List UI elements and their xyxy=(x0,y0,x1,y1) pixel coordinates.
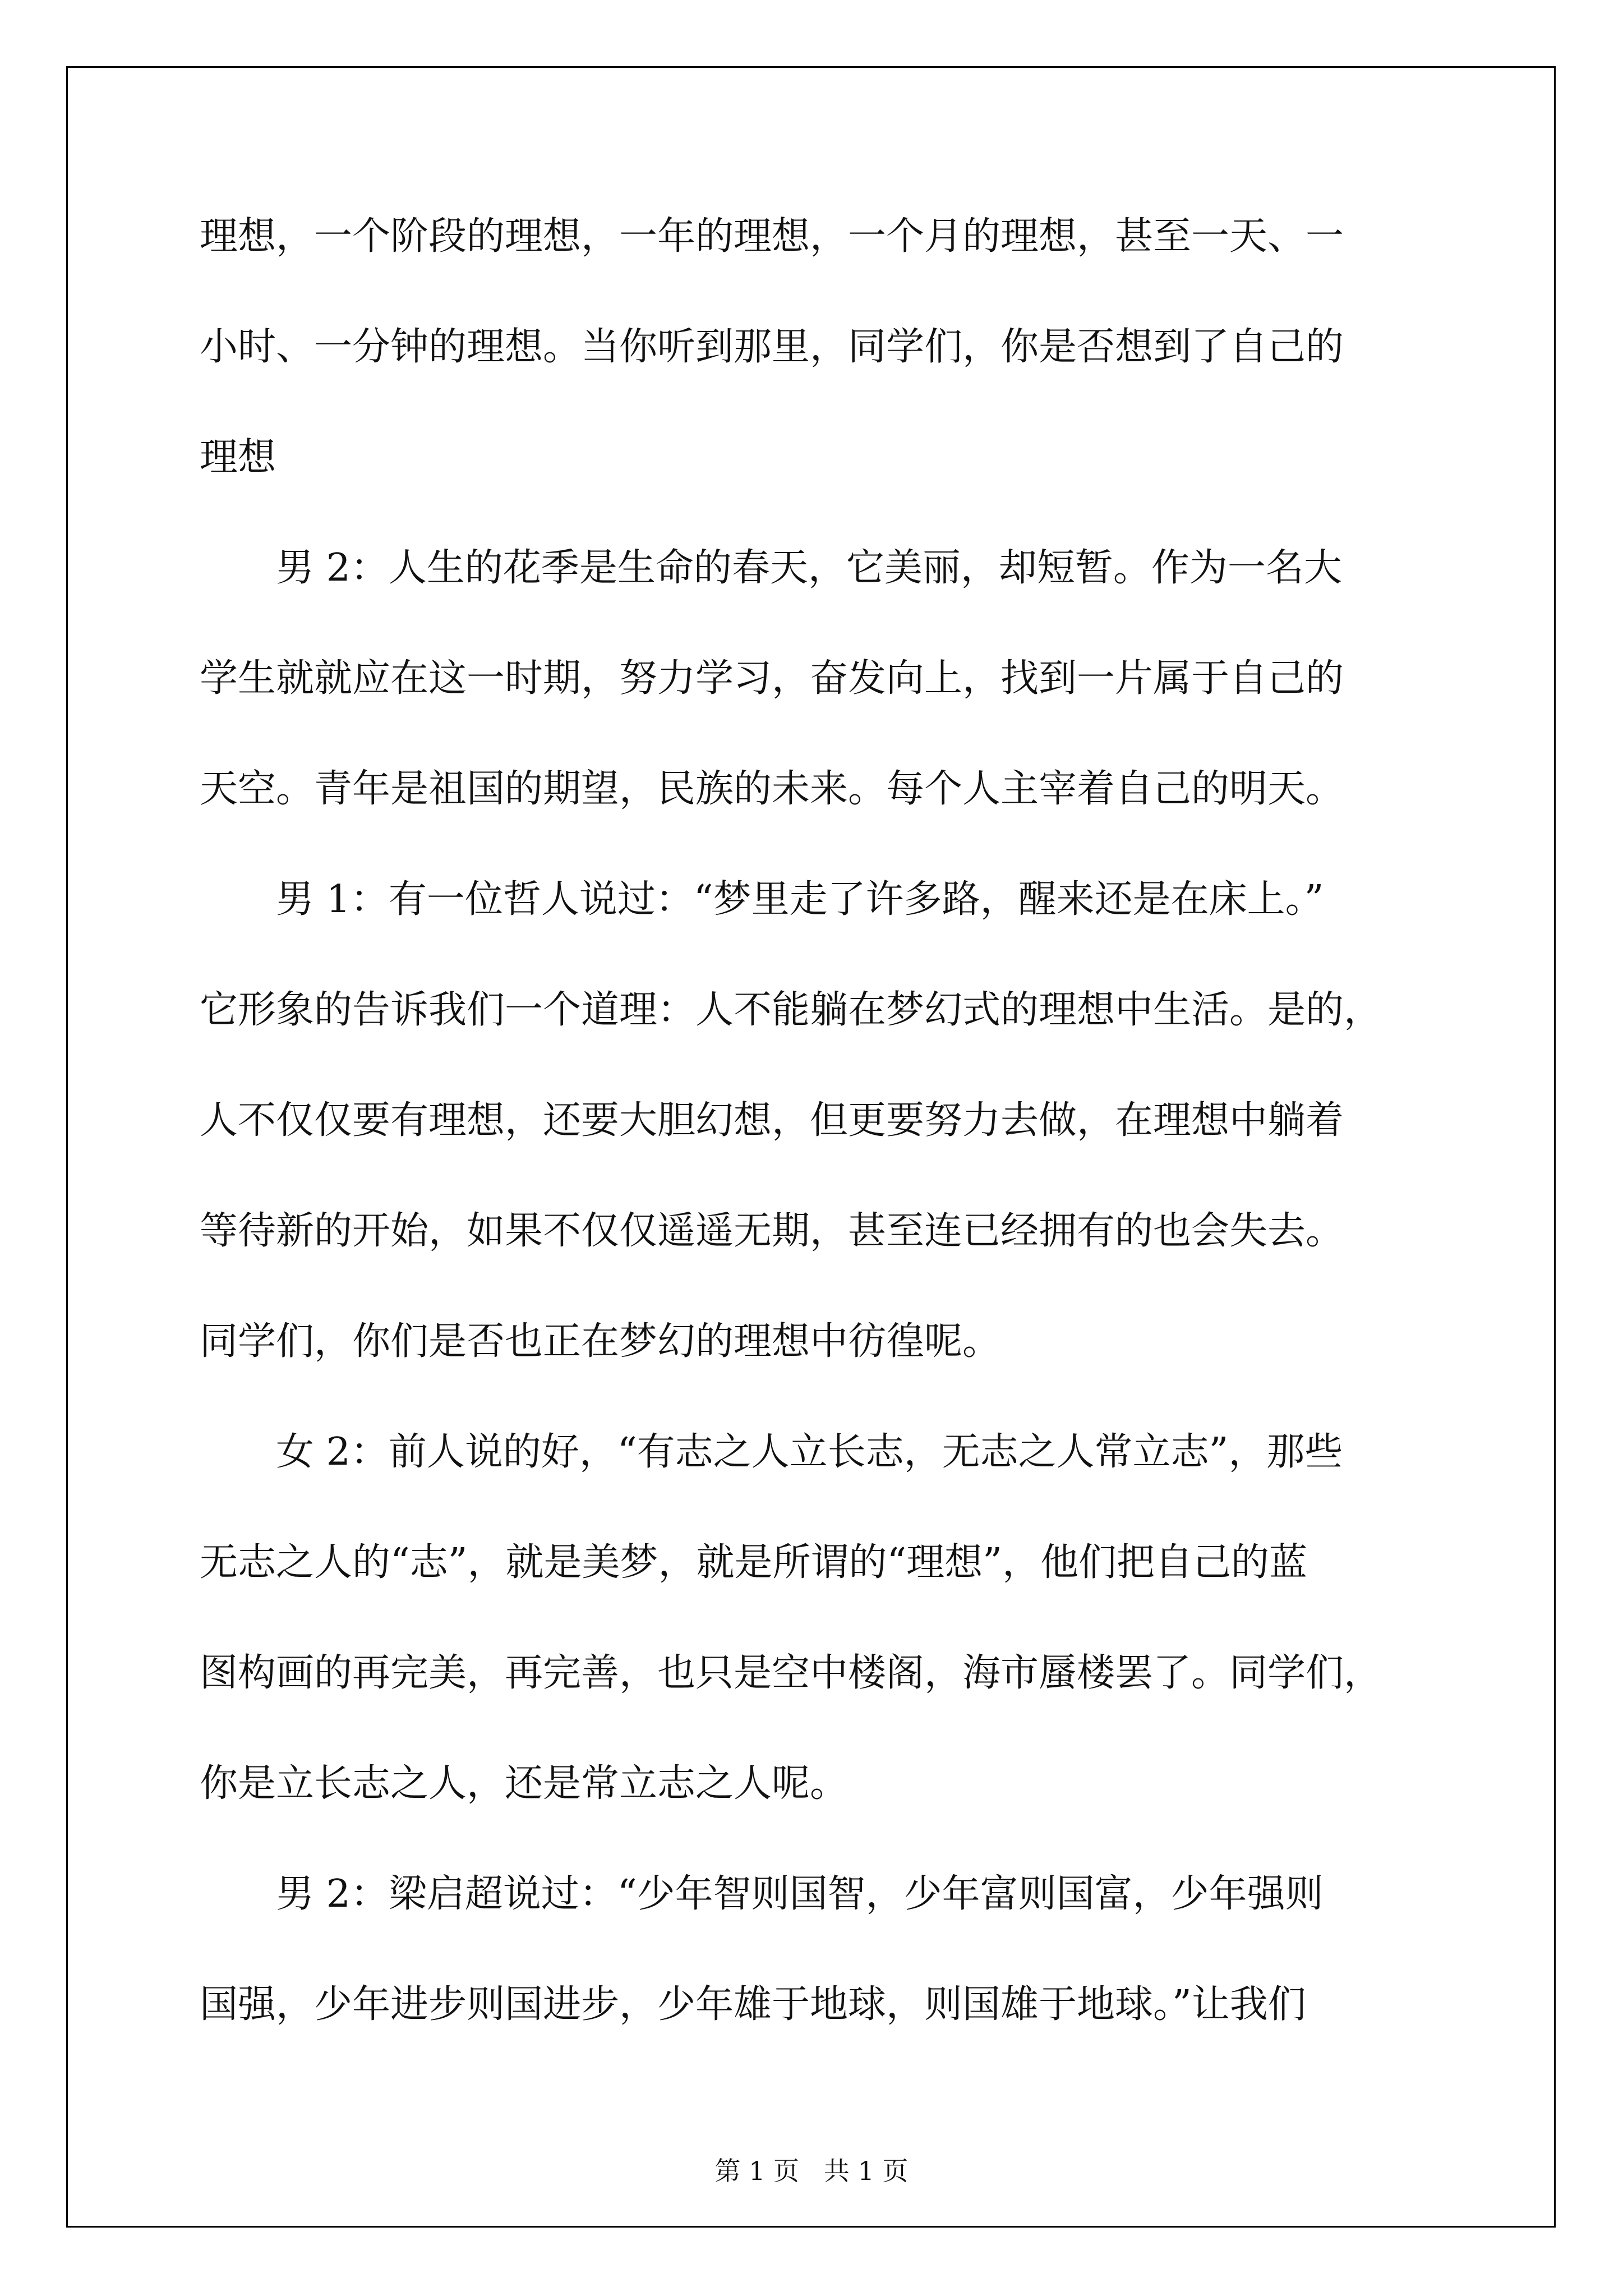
document-body xyxy=(200,209,1433,2087)
text-line: 理想，一个阶段的理想，一年的理想，一个月的理想，甚至一天、一 xyxy=(200,214,1344,259)
text-line: 无志之人的“志”，就是美梦，就是所谓的“理想”，他们把自己的蓝 xyxy=(200,1540,1308,1585)
text-line: 同学们，你们是否也正在梦幻的理想中彷徨呢。 xyxy=(200,1319,1001,1364)
paragraph-start-line: 男 2：梁启超说过：“少年智则国智，少年富则国富，少年强则 xyxy=(276,1872,1324,1916)
text-line: 你是立长志之人，还是常立志之人呢。 xyxy=(200,1761,849,1806)
text-line: 小时、一分钟的理想。当你听到那里，同学们，你是否想到了自己的 xyxy=(200,325,1344,369)
text-line: 人不仅仅要有理想，还要大胆幻想，但更要努力去做，在理想中躺着 xyxy=(200,1098,1344,1143)
paragraph-start-line: 男 1：有一位哲人说过：“梦里走了许多路，醒来还是在床上。” xyxy=(276,877,1324,922)
page-number-footer: 第 1 页 共 1 页 xyxy=(714,2156,909,2186)
paragraph-start-line: 男 2：人生的花季是生命的春天，它美丽，却短暂。作为一名大 xyxy=(276,546,1342,590)
text-line: 学生就就应在这一时期，努力学习，奋发向上，找到一片属于自己的 xyxy=(200,656,1344,701)
paragraph-start-line: 女 2：前人说的好，“有志之人立长志，无志之人常立志”，那些 xyxy=(276,1430,1343,1474)
text-line: 图构画的再完美，再完善，也只是空中楼阁，海市蜃楼罢了。同学们， xyxy=(200,1651,1382,1695)
text-line: 等待新的开始，如果不仅仅遥遥无期，甚至连已经拥有的也会失去。 xyxy=(200,1209,1344,1253)
text-line: 国强，少年进步则国进步，少年雄于地球，则国雄于地球。”让我们 xyxy=(200,1982,1306,2027)
text-line: 理想 xyxy=(200,435,276,480)
text-line: 天空。青年是祖国的期望，民族的未来。每个人主宰着自己的明天。 xyxy=(200,767,1344,811)
text-line: 它形象的告诉我们一个道理：人不能躺在梦幻式的理想中生活。是的， xyxy=(200,988,1382,1032)
